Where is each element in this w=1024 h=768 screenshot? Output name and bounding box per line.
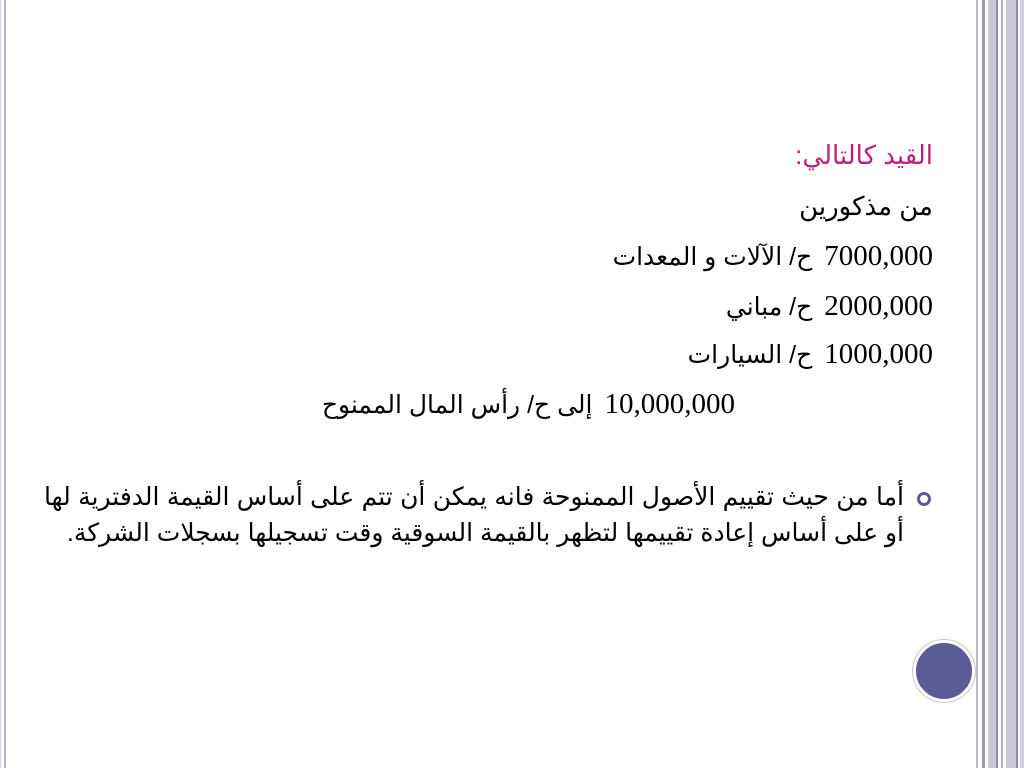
bullet-paragraph: أما من حيث تقييم الأصول الممنوحة فانه يمكن أن تتم على أساس القيمة الدفترية لها أو على أساس إعادة تقييمها لتظهر بالقيمة السوقية وقت تسجيلها بسجلات الشركة.: [44, 483, 904, 547]
right-stripe: [1016, 0, 1018, 768]
right-stripe: [988, 0, 996, 768]
slide-heading: القيد كالتالي:: [795, 140, 933, 170]
right-stripe: [1001, 0, 1003, 768]
from-label: من مذكورين: [799, 191, 933, 221]
right-stripe: [976, 0, 978, 768]
credit-account: إلى ح/ رأس المال الممنوح: [321, 391, 593, 419]
entry-amount: 1000,000: [824, 338, 933, 370]
journal-entry: [613, 242, 933, 271]
journal-entry: [688, 340, 933, 369]
entry-account: ح/ الآلات و المعدات: [612, 243, 813, 271]
entry-account: ح/ مباني: [725, 293, 813, 321]
entry-account: ح/ السيارات: [687, 341, 813, 369]
decorative-circle-icon: [913, 640, 975, 702]
bullet-icon: [917, 492, 931, 506]
right-stripe: [1006, 0, 1016, 768]
right-stripe: [996, 0, 998, 768]
journal-entry: [726, 292, 933, 321]
entry-amount: 2000,000: [824, 290, 933, 322]
credit-entry: [322, 390, 735, 419]
left-border: [0, 0, 6, 768]
right-stripe: [1020, 0, 1024, 768]
right-stripe: [982, 0, 985, 768]
credit-amount: 10,000,000: [604, 388, 735, 420]
entry-amount: 7000,000: [824, 240, 933, 272]
